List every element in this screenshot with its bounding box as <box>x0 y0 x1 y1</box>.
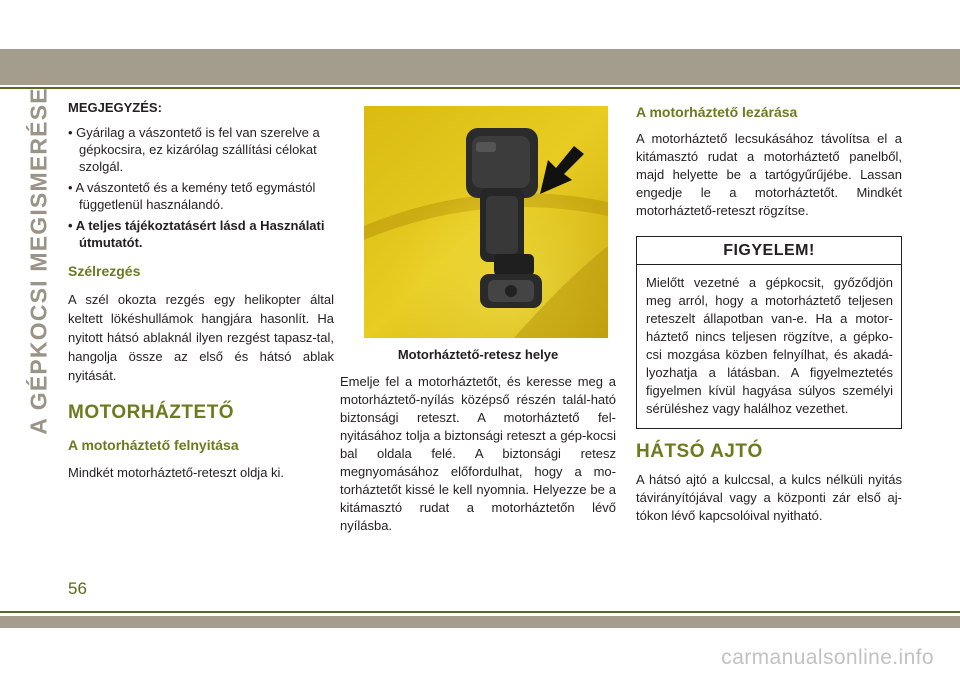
column-left <box>68 100 334 482</box>
header-rule <box>0 87 960 89</box>
header-band <box>0 49 960 85</box>
wind-paragraph: A szél okozta rezgés egy helikopter által keltett lökéshullámok hangjára hasonlít. Ha nyitott hátsó ablaknál ilyen rezgést tapasz-tal, hangolja össze az első és hátsó ablak nyitását. <box>68 292 334 383</box>
hood-opening-heading: A motorháztető felnyitása <box>68 437 239 453</box>
page-number: 56 <box>68 579 87 598</box>
note-item: • A vászontető és a kemény tető egymástól függetlenül használandó. <box>68 179 334 213</box>
watermark: carmanualsonline.info <box>721 646 934 669</box>
hood-closing-heading: A motorháztető lezárása <box>636 104 798 120</box>
warning-title: FIGYELEM! <box>637 237 901 265</box>
note-title: MEGJEGYZÉS: <box>68 100 162 115</box>
hood-latch-illustration <box>364 106 608 338</box>
hood-closing-paragraph: A motorháztető lecsukásához távolítsa el a kitámasztó rudat a motorháztető panelből, majd helyette be a tartógyűrűjébe. Lassan engedje le a motorháztetőt. Mindkét motorháztető-reteszt rögzítse. <box>636 131 902 218</box>
photo-caption: Motorháztető-retesz helye <box>397 347 559 362</box>
column-middle <box>340 100 616 535</box>
footer-band <box>0 616 960 628</box>
rear-door-title: HÁTSÓ AJTÓ <box>636 441 763 462</box>
note-item-reference: • A teljes tájékoztatásért lásd a Használati útmutatót. <box>68 217 334 251</box>
footer-rule <box>0 611 960 613</box>
hood-section-title: MOTORHÁZTETŐ <box>68 402 235 423</box>
side-tab-label: A GÉPKOCSI MEGISMERÉSE <box>25 87 52 435</box>
warning-box <box>636 236 902 429</box>
hood-opening-paragraph: Mindkét motorháztető-reteszt oldja ki. <box>68 465 285 480</box>
hood-latch-photo <box>364 106 608 338</box>
note-item: • Gyárilag a vászontető is fel van szerelve a gépkocsira, ez kizárólag szállítási célokat szolgál. <box>68 124 334 175</box>
wind-heading: Szélrezgés <box>68 263 141 279</box>
hood-latch-paragraph: Emelje fel a motorháztetőt, és keresse meg a motorháztető-nyílás középső részén talál-ható biztonsági reteszt. A motorháztető fel-nyitásához tolja a biztonsági reteszt a gép-kocsi bal oldala felé. A biztonsági retesz megnyomásához előfordulhat, hogy a mo-torháztetőt kissé le kell nyomnia. Helyezze be a kitámasztó rudat a motorháztetőn lévő nyílásba. <box>340 374 616 533</box>
column-right <box>636 100 902 525</box>
warning-text: Mielőtt vezetné a gépkocsit, győződjön meg arról, hogy a motorháztető teljesen reteszelt állapotban van-e. Ha a motor-háztető nincs teljesen rögzítve, a gépko-csi mozgása közben felnyílhat, és akadá-lyozhatja a látásban. A figyelmeztetés figyelmen kívül hagyása súlyos személyi sérüléshez vagy halálhoz vezethet. <box>646 275 893 416</box>
rear-door-paragraph: A hátsó ajtó a kulccsal, a kulcs nélküli nyitás távirányítójával vagy a központi zár első aj-tókon lévő kapcsolóival nyitható. <box>636 472 902 523</box>
note-list <box>68 124 334 251</box>
